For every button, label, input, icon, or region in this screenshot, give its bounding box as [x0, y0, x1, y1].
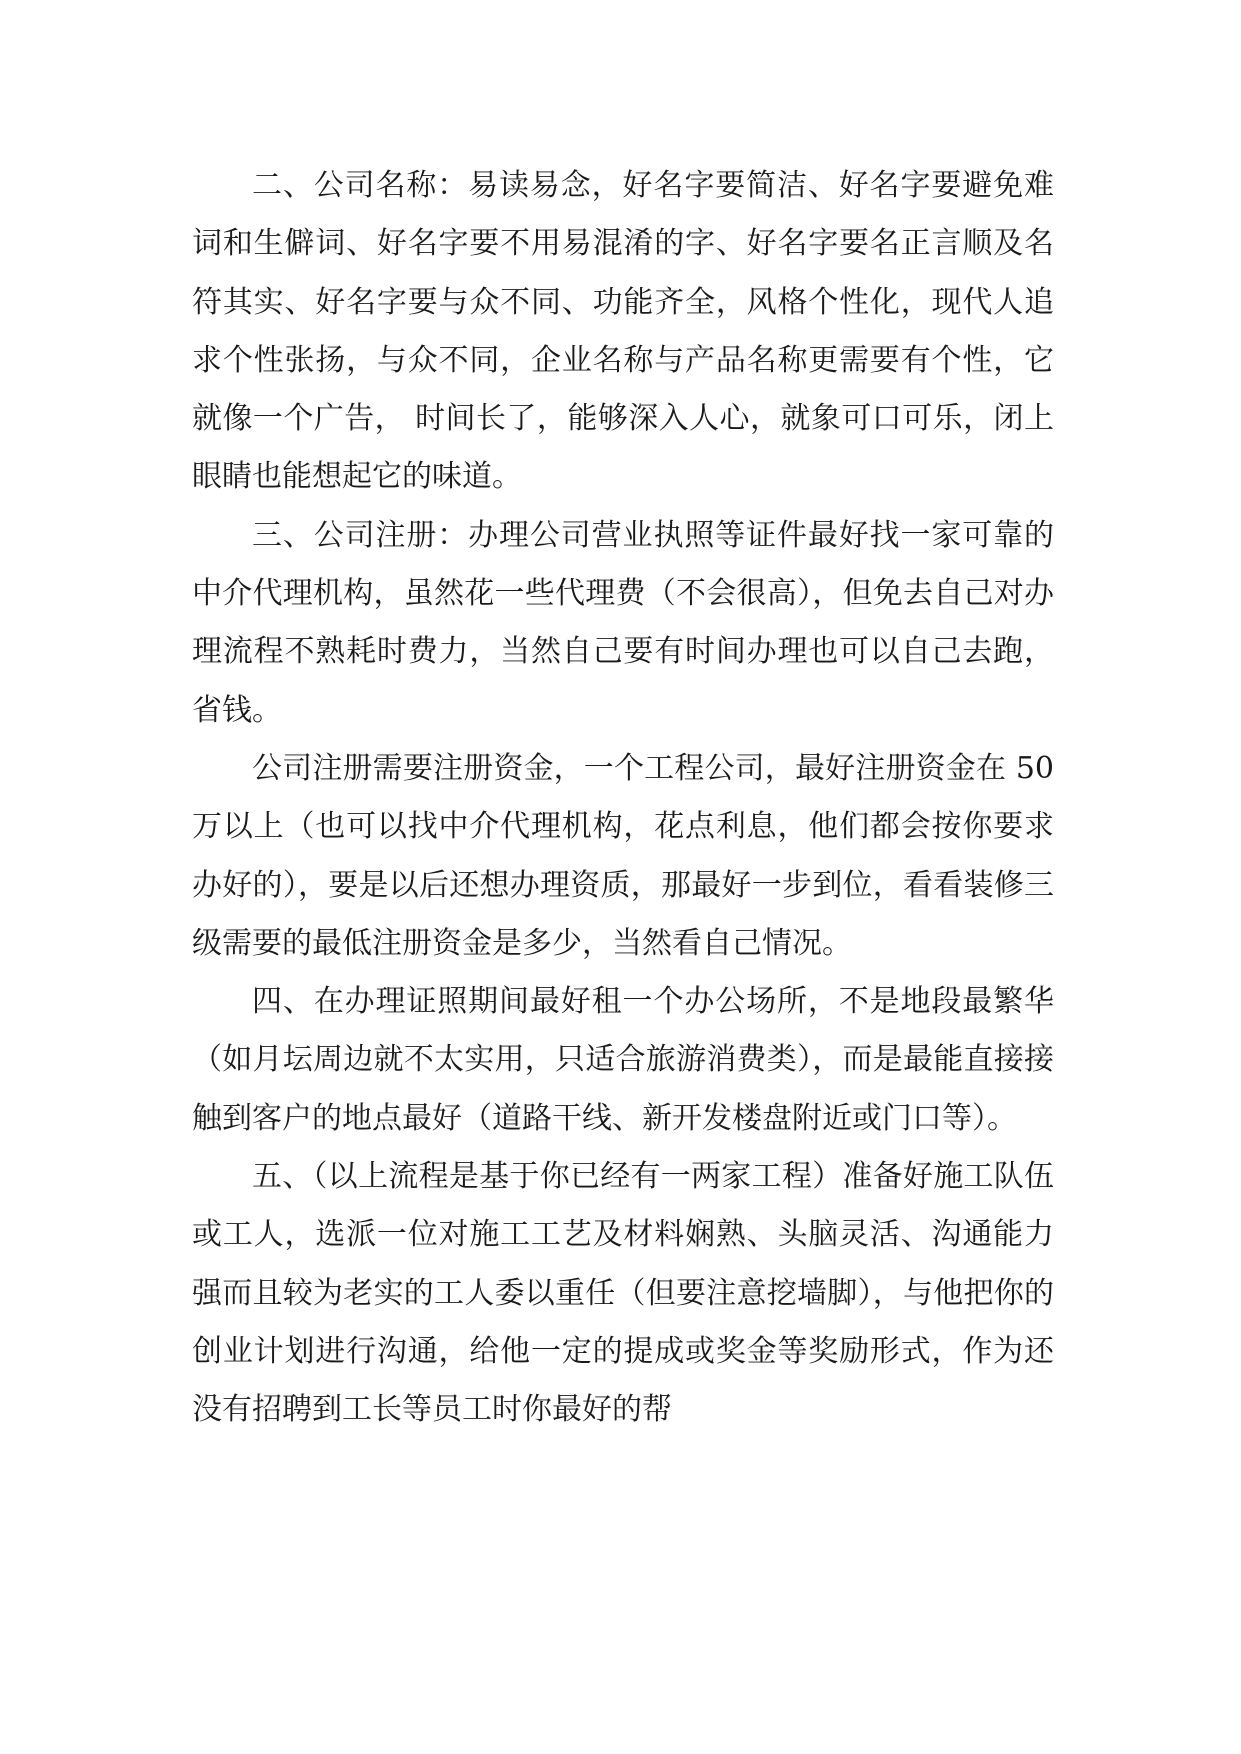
paragraph-construction-team: 五、（以上流程是基于你已经有一两家工程）准备好施工队伍或工人，选派一位对施工工艺及材料娴熟、头脑灵活、沟通能力强而且较为老实的工人委以重任（但要注意挖墙脚），与他把你的创业计划进行沟通，给他一定的提成或奖金等奖励形式，作为还没有招聘到工长等员工时你最好的帮	[192, 1159, 1054, 1428]
paragraph-registered-capital: 公司注册需要注册资金，一个工程公司，最好注册资金在 50 万以上（也可以找中介代理机构，花点利息，他们都会按你要求办好的），要是以后还想办理资质，那最好一步到位，看看装修三级需要的最低注册资金是多少，当然看自己情况。	[192, 750, 1054, 961]
paragraph-office-location: 四、在办理证照期间最好租一个办公场所，不是地段最繁华（如月坛周边就不太实用，只适合旅游消费类），而是最能直接接触到客户的地点最好（道路干线、新开发楼盘附近或门口等）。	[192, 984, 1054, 1136]
paragraph-company-name: 二、公司名称：易读易念，好名字要简洁、好名字要避免难词和生僻词、好名字要不用易混淆的字、好名字要名正言顺及名符其实、好名字要与众不同、功能齐全，风格个性化，现代人追求个性张扬，与众不同，企业名称与产品名称更需要有个性，它就像一个广告， 时间长了，能够深入人心，就象可口可乐，闭上眼睛也能想起它的味道。	[192, 168, 1054, 495]
paragraph-company-registration: 三、公司注册：办理公司营业执照等证件最好找一家可靠的中介代理机构，虽然花一些代理费（不会很高），但免去自己对办理流程不熟耗时费力，当然自己要有时间办理也可以自己去跑，省钱。	[192, 517, 1054, 728]
document-body	[192, 157, 1054, 1440]
